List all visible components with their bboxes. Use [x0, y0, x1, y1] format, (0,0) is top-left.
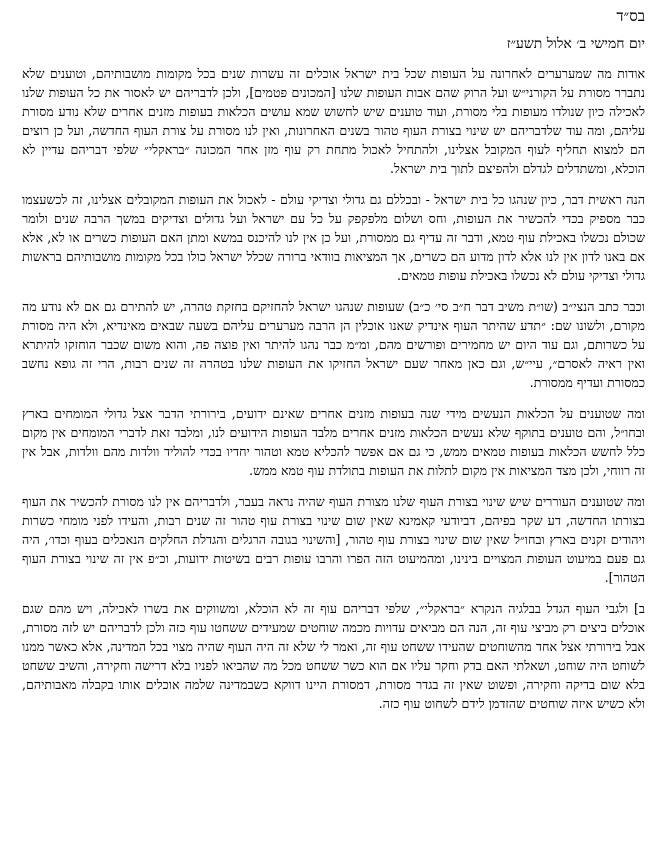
document-date: יום חמישי ב׳ אלול תשע״ז — [506, 36, 645, 52]
paragraph-3: וכבר כתב הנצי״ב (שו״ת משיב דבר ח״ב סי׳ כ״ב) שעופות שנהגו ישראל להחזיקם בחזקת טהרה, יש להתירם גם אם לא נודע מה מקורם, ולשונו שם: ״תדע שהיתר העוף אינדיק שאנו אוכלין הן הרבה מערערים עליהם בשעה שבאים מאינדיא, ולא היה מסורת על כשרותם, וגם עוד היום יש מחמירים ופורשים מהם, ומ״מ כבר נהגו להיתר ואין פוצה פה, והוא משום שכבר הוחזקו להיתרא ואין ראיה לאסרם״, עיי״ש, וגם כאן מאחר שעם ישראל החזיקו את העופות שלנו בטהרה זה שנים רבות, הרי זה גופא נחשב כמסורת ועדיף ממסורת. — [22, 299, 645, 390]
paragraph-1: אודות מה שמערערים לאחרונה על העופות שכל בית ישראל אוכלים זה עשרות שנים בכל מקומות מושבותיהם, וטוענים שלא נתברר מסורת על הקורני״ש ועל הרוק שהם אבות העופות שלנו [המכונים פטמים], ולכן לדבריהם יש לאסור את כל העופות שלנו לאכילה כיון שנולדו מעופות בלי מסורת, ועוד טוענים שיש לחשוש שמא עושים הכלאות בעופות מזנים אחרים שלא נודע מסורת עליהם, ומה עוד שלדבריהם יש שינוי בצורת העוף טהור בשנים האחרונות, ואין לנו מסורת על צורת העוף החדשה, ועל כן רוצים הם למצוא תחליף לעוף המקובל אצלינו, ולהתחיל לאכול מתחת רק עוף מזן אחר המכונה ״בראקלי״ שלפי דבריהם עדיין לא הוכלא, ומשתדלים לגדלם ולהפיצם לתוך בית ישראל. — [22, 66, 645, 176]
bsd-mark: בס״ד — [616, 7, 645, 25]
header-row — [22, 6, 645, 26]
paragraph-2: הנה ראשית דבר, כיון שנהגו כל בית ישראל - ובכללם גם גדולי וצדיקי עולם - לאכול את העופות המקובלים אצלינו, זה לכשעצמו כבר מספיק בכדי להכשיר את העופות, וחס ושלום מלפקפק על כל עם ישראל ועל גדולים וצדיקים במשך הרבה שנים ולומר שכולם נכשלו באכילת עוף טמא, ודבר זה עדיף גם ממסורת, ועל כן אין לנו להיכנס במשא ומתן האם העופות כשרים או לא, אלא אם באנו לדון אין לנו אלא לדון מדוע הם כשרים, אך המציאות בוודאי ברורה שכלל ישראל כולו בכל מקומות מושבותיהם בראשות גדולי וצדיקי עולם לא נכשלו באכילת עופות טמאים. — [22, 192, 645, 283]
paragraph-5: ומה שטוענים העוררים שיש שינוי בצורת העוף שלנו מצורת העוף שהיה נראה בעבר, ולדבריהם אין לנו מסורת להכשיר את העוף בצורתו החדשה, דע שקר בפיהם, דביודעי קאמינא שאין שום שינוי בצורת עוף טהור זה שנים רבות, והעידו לפני מומחי כשרות ויהודים זקנים בארץ ובחו״ל שאין שום שינוי בצורת עוף טהור, [והשינוי בגובה הרגלים והגדלת החלקים הנאכלים בעוף וכדו׳, היה גם פעם במיעוט העופות המצויים בינינו, ומהמיעוט הזה הפרו והרבו עופות רבים בשיטות ידועות, וכ״פ אין זה שינוי בצורת העוף הטהור]. — [22, 494, 645, 585]
paragraph-4: ומה שטוענים על הכלאות הנעשים מידי שנה בעופות מזנים אחרים שאינם ידועים, בירורתי הדבר אצל גדולי המומחים בארץ ובחו״ל, והם טוענים בתוקף שלא נעשים הכלאות מזנים אחרים מלבד העופות הידועים לנו, ומלבד זאת לדברי המומחים אין מקום כלל לחשש הכלאות בעופות טמאים ממש, כי גם אם אפשר להכליא טמא וטהור יחדיו בכדי להוליד וולדות מהם וולדות, אבל אין זה רווחי, ולכן מצד המציאות אין מקום לתלות את העופות בתולדת עוף טמא ממש. — [22, 406, 645, 478]
paragraph-6: ב] ולגבי העוף הגדל בבלגיה הנקרא ״בראקלי״, שלפי דבריהם עוף זה לא הוכלא, ומשווקים את בשרו לאכילה, ויש מהם שגם אוכלים ביצים רק מביצי עוף זה, הנה הם מביאים עדויות מכמה שוחטים שמעידים ששחטו עוף כזה ולכן לדבריהם יש לזה מסורת, אבל בירורתי אצל אחד מהשוחטים שהעידו ששחט עוף זה, ואמר לי שלא זה היה העוף שהיה מצוי בכל המדינה, אלא כאשר ממנו לשוחט היה שוחט, ושאלתי האם בדק וחקר עליו אם הוא כשר ששחט מכל מה שהביאו לפניו בלא דרישה וחקירה, והשיב ששחט בלא שום בדיקה וחקירה, ופשוט שאין זה בגדר מסורת, דמסורת היינו דווקא כשבמדינה שלמה אוכלים אותו בקבלה מאבותיהם, ולא כשיש איזה שוחטים שהזדמן לידם לשחוט עוף כזה. — [22, 601, 645, 711]
